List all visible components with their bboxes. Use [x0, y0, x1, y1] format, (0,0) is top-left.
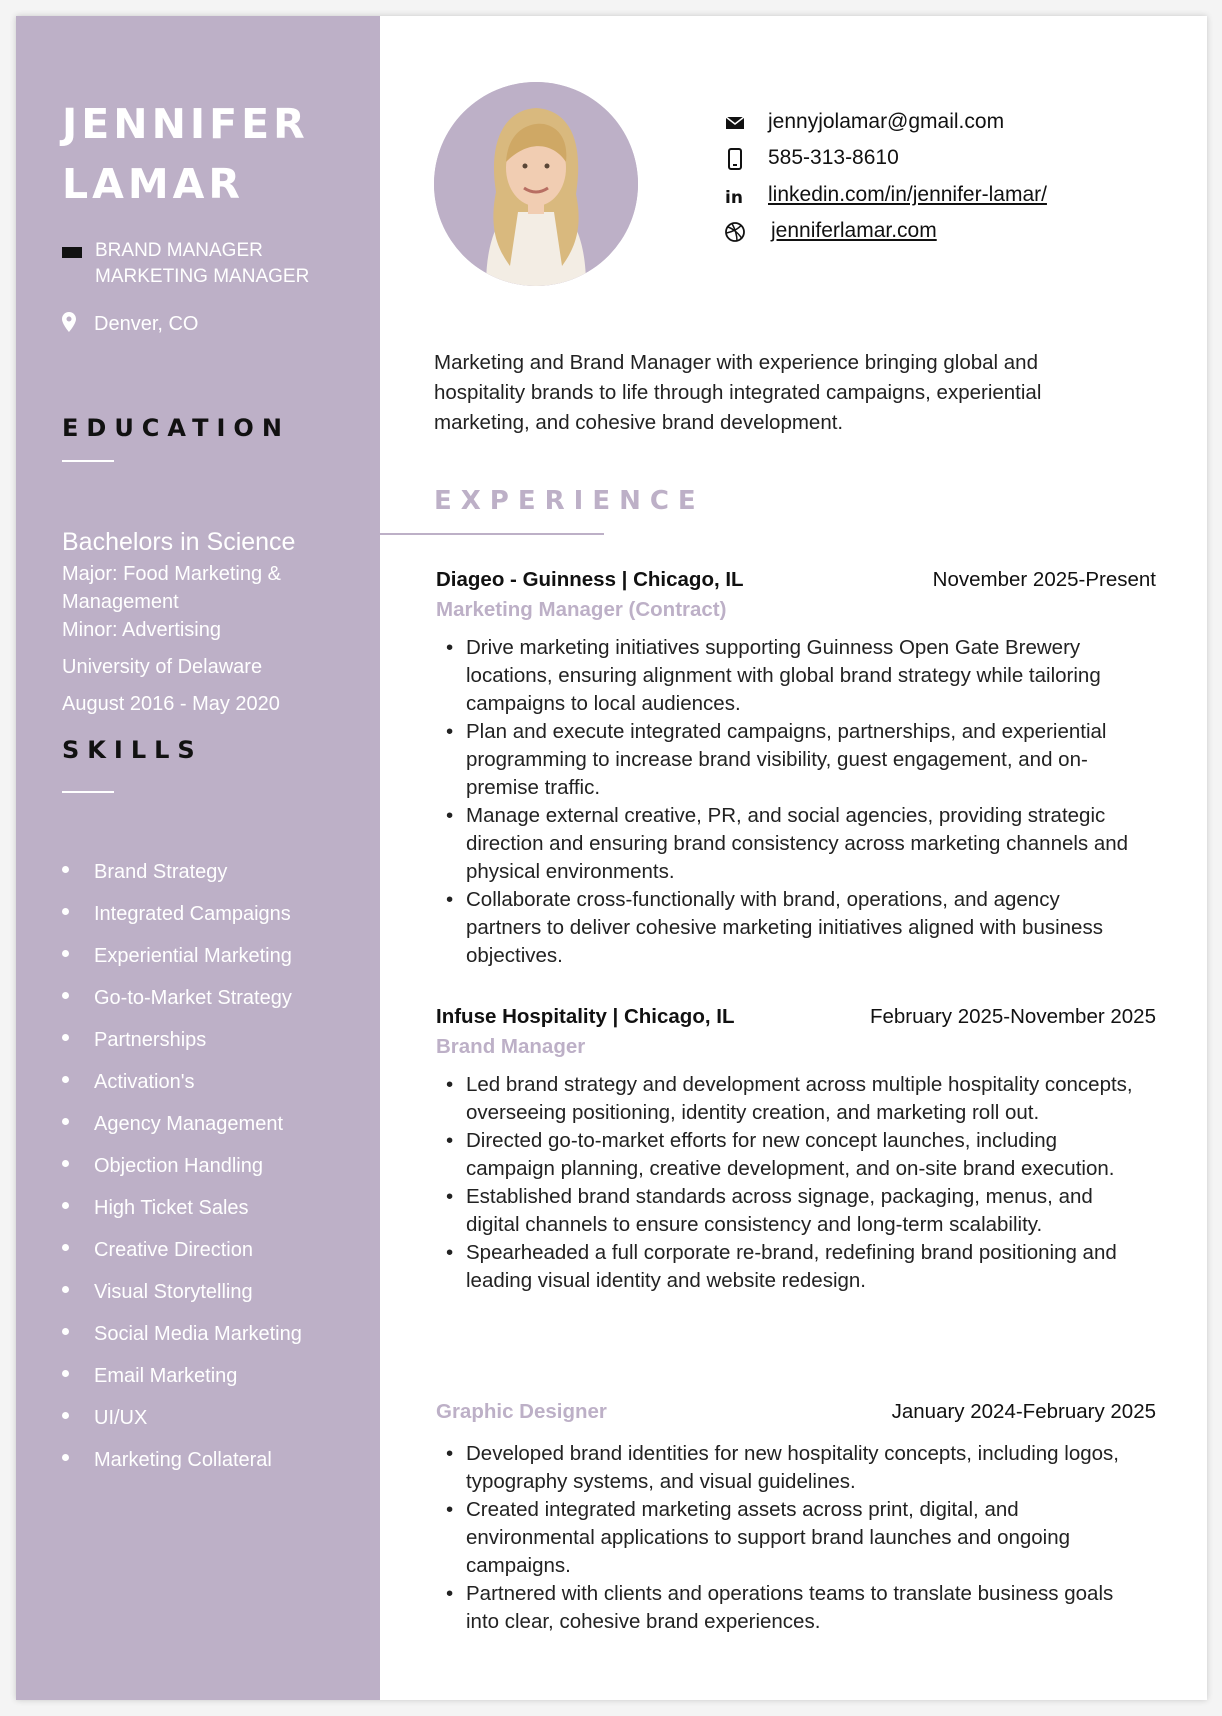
skill-item: Experiential Marketing [62, 942, 302, 984]
bullet-item: • Drive marketing initiatives supporting Guinness Open Gate Brewery locations, ensuring alignment with global brand strategy while tailoring campaigns to local audiences. [436, 634, 1136, 718]
education-heading: EDUCATION [62, 414, 290, 442]
email-icon [724, 112, 746, 134]
skill-item: Brand Strategy [62, 858, 302, 900]
education-school: University of Delaware [62, 656, 263, 678]
skill-item: Creative Direction [62, 1236, 302, 1278]
job-titles [62, 238, 309, 290]
bullet-item: • Created integrated marketing assets across print, digital, and environmental applications to support brand launches and ongoing campaigns. [436, 1496, 1136, 1580]
job-role: Marketing Manager (Contract) [436, 598, 727, 621]
job-bullets [436, 634, 1136, 970]
bullet-item: • Plan and execute integrated campaigns, partnerships, and experiential programming to increase brand visibility, guest engagement, and on-premise traffic. [436, 718, 1136, 802]
job-company: Diageo - Guinness | Chicago, IL [436, 568, 744, 591]
skill-item: Social Media Marketing [62, 1320, 302, 1362]
bullet-item: • Manage external creative, PR, and social agencies, providing strategic direction and ensuring brand consistency across marketing channels and physical environments. [436, 802, 1136, 886]
skill-item: Email Marketing [62, 1362, 302, 1404]
experience-heading: EXPERIENCE [434, 486, 705, 516]
skill-item: Activation's [62, 1068, 302, 1110]
skill-item: Agency Management [62, 1110, 302, 1152]
bullet-item: • Established brand standards across signage, packaging, menus, and digital channels to ensure consistency and long-term scalability. [436, 1183, 1136, 1239]
education-divider [62, 460, 114, 462]
education-major: Major: Food Marketing & Management [62, 563, 281, 613]
job-dates: November 2025-Present [932, 568, 1156, 591]
title-line-2: MARKETING MANAGER [95, 266, 310, 287]
sidebar [16, 16, 380, 1700]
website-link[interactable]: jenniferlamar.com [771, 219, 937, 242]
skill-item: Integrated Campaigns [62, 900, 302, 942]
education-dates: August 2016 - May 2020 [62, 693, 280, 715]
phone-number[interactable]: 585-313-8610 [768, 146, 899, 169]
job-dates: February 2025-November 2025 [869, 1005, 1156, 1028]
location-text: Denver, CO [94, 313, 199, 335]
skill-item: Go-to-Market Strategy [62, 984, 302, 1026]
email-link[interactable]: jennyjolamar@gmail.com [768, 110, 1005, 133]
dribbble-icon [724, 221, 746, 243]
bullet-item: • Spearheaded a full corporate re-brand, redefining brand positioning and leading visual identity and website redesign. [436, 1239, 1136, 1295]
job-company: Infuse Hospitality | Chicago, IL [436, 1005, 735, 1028]
briefcase-icon [62, 247, 82, 258]
linkedin-icon [724, 185, 746, 207]
education-degree: Bachelors in Science [62, 528, 296, 556]
job-role: Graphic Designer [436, 1400, 607, 1423]
skills-heading: SKILLS [62, 736, 203, 764]
job-dates: January 2024-February 2025 [891, 1400, 1156, 1423]
profile-photo [434, 82, 638, 286]
skill-item: Partnerships [62, 1026, 302, 1068]
skill-item: Visual Storytelling [62, 1278, 302, 1320]
profile-summary: Marketing and Brand Manager with experience bringing global and hospitality brands to life through integrated campaigns, experiential marketing, and cohesive brand development. [434, 351, 1042, 434]
phone-icon [724, 148, 746, 170]
portrait-illustration [434, 82, 638, 286]
linkedin-link[interactable]: linkedin.com/in/jennifer-lamar/ [768, 183, 1047, 206]
location-pin-icon [62, 312, 76, 332]
skill-item: UI/UX [62, 1404, 302, 1446]
skill-item: Objection Handling [62, 1152, 302, 1194]
title-line-1: BRAND MANAGER [95, 240, 263, 261]
skill-item: Marketing Collateral [62, 1446, 302, 1488]
job-role: Brand Manager [436, 1035, 586, 1058]
job-bullets [436, 1071, 1136, 1295]
svg-text:in: in [725, 188, 743, 207]
bullet-item: • Collaborate cross-functionally with brand, operations, and agency partners to deliver cohesive marketing initiatives aligned with business objectives. [436, 886, 1136, 970]
bullet-item: • Directed go-to-market efforts for new concept launches, including campaign planning, creative development, and on-site brand execution. [436, 1127, 1136, 1183]
candidate-name [62, 94, 362, 214]
education-minor: Minor: Advertising [62, 619, 221, 641]
last-name: LAMAR [62, 160, 244, 208]
job-bullets [436, 1440, 1136, 1636]
first-name: JENNIFER [62, 100, 309, 148]
resume-page [16, 16, 1207, 1700]
skills-divider [62, 791, 114, 793]
bullet-item: • Developed brand identities for new hospitality concepts, including logos, typography systems, and visual guidelines. [436, 1440, 1136, 1496]
experience-divider [380, 533, 604, 535]
bullet-item: • Partnered with clients and operations teams to translate business goals into clear, cohesive brand experiences. [436, 1580, 1136, 1636]
skills-list [62, 858, 302, 1488]
skill-item: High Ticket Sales [62, 1194, 302, 1236]
location [62, 310, 198, 338]
bullet-item: • Led brand strategy and development across multiple hospitality concepts, overseeing positioning, identity creation, and marketing roll out. [436, 1071, 1136, 1127]
